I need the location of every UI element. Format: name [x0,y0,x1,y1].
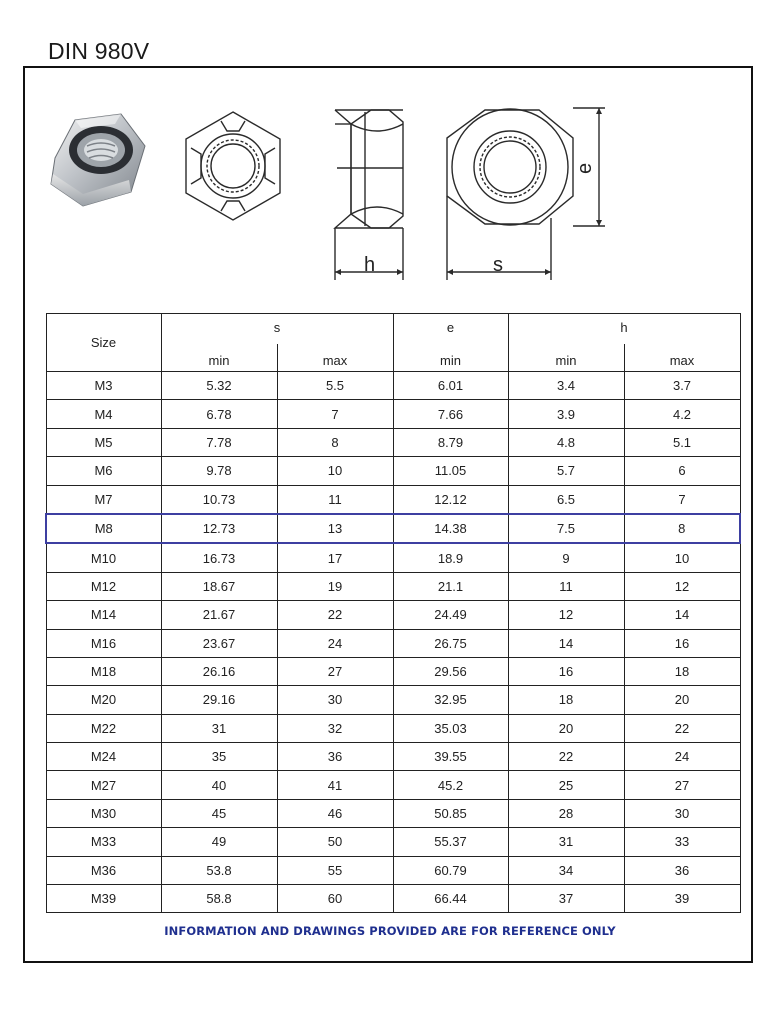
cell-s-min: 6.78 [161,400,277,428]
table-row [46,714,740,742]
cell-e-min: 12.12 [393,485,508,514]
cell-h-min: 22 [508,743,624,771]
cell-size: M33 [46,828,161,856]
table-row [46,428,740,456]
cell-size: M39 [46,885,161,913]
subheader-h-min: min [508,344,624,372]
table-row [46,771,740,799]
cell-e-min: 6.01 [393,372,508,400]
cell-size: M14 [46,601,161,629]
cell-s-max: 32 [277,714,393,742]
cell-h-max: 36 [624,856,740,884]
cell-s-min: 16.73 [161,543,277,572]
cell-s-min: 21.67 [161,601,277,629]
cell-s-min: 10.73 [161,485,277,514]
cell-s-min: 12.73 [161,514,277,543]
cell-size: M27 [46,771,161,799]
cell-s-min: 23.67 [161,629,277,657]
table-row [46,629,740,657]
cell-h-max: 8 [624,514,740,543]
column-header-size: Size [46,314,161,372]
cell-e-min: 14.38 [393,514,508,543]
table-row [46,828,740,856]
cell-s-min: 53.8 [161,856,277,884]
nut-front-view-drawing [447,108,605,280]
cell-size: M18 [46,657,161,685]
cell-h-min: 3.9 [508,400,624,428]
cell-h-max: 30 [624,799,740,827]
cell-s-min: 31 [161,714,277,742]
cell-h-max: 24 [624,743,740,771]
cell-h-max: 7 [624,485,740,514]
cell-h-min: 5.7 [508,457,624,485]
cell-size: M4 [46,400,161,428]
table-row [46,372,740,400]
cell-s-min: 35 [161,743,277,771]
table-row [46,601,740,629]
table-row [46,485,740,514]
cell-h-max: 12 [624,572,740,600]
cell-h-max: 27 [624,771,740,799]
subheader-h-max: max [624,344,740,372]
cell-h-min: 34 [508,856,624,884]
table-row [46,657,740,685]
cell-h-min: 3.4 [508,372,624,400]
cell-s-min: 7.78 [161,428,277,456]
table-row [46,799,740,827]
cell-h-max: 22 [624,714,740,742]
cell-h-max: 4.2 [624,400,740,428]
cell-size: M22 [46,714,161,742]
cell-h-min: 20 [508,714,624,742]
column-group-s: s [161,314,393,345]
cell-h-max: 10 [624,543,740,572]
cell-s-max: 46 [277,799,393,827]
cell-s-max: 11 [277,485,393,514]
table-row [46,856,740,884]
cell-e-min: 24.49 [393,601,508,629]
cell-e-min: 50.85 [393,799,508,827]
cell-h-min: 12 [508,601,624,629]
subheader-s-max: max [277,344,393,372]
cell-size: M36 [46,856,161,884]
subheader-e-min: min [393,344,508,372]
cell-s-max: 5.5 [277,372,393,400]
cell-e-min: 18.9 [393,543,508,572]
cell-size: M6 [46,457,161,485]
cell-e-min: 26.75 [393,629,508,657]
cell-e-min: 21.1 [393,572,508,600]
cell-h-min: 7.5 [508,514,624,543]
cell-e-min: 32.95 [393,686,508,714]
cell-s-max: 30 [277,686,393,714]
table-row [46,572,740,600]
cell-h-max: 20 [624,686,740,714]
cell-e-min: 45.2 [393,771,508,799]
cell-e-min: 8.79 [393,428,508,456]
column-group-h: h [508,314,740,345]
table-row [46,457,740,485]
table-row [46,743,740,771]
cell-s-max: 50 [277,828,393,856]
cell-e-min: 7.66 [393,400,508,428]
cell-s-max: 41 [277,771,393,799]
cell-s-min: 58.8 [161,885,277,913]
cell-s-max: 55 [277,856,393,884]
cell-e-min: 39.55 [393,743,508,771]
dimension-label-h: h [364,254,376,276]
cell-size: M3 [46,372,161,400]
cell-s-max: 27 [277,657,393,685]
cell-s-max: 60 [277,885,393,913]
cell-h-min: 11 [508,572,624,600]
disclaimer-text: INFORMATION AND DRAWINGS PROVIDED ARE FOR REFERENCE ONLY [164,924,616,938]
cell-h-min: 6.5 [508,485,624,514]
cell-h-max: 39 [624,885,740,913]
cell-size: M8 [46,514,161,543]
cell-size: M12 [46,572,161,600]
table-row [46,885,740,913]
subheader-s-min: min [161,344,277,372]
cell-s-min: 40 [161,771,277,799]
cell-s-min: 29.16 [161,686,277,714]
cell-size: M30 [46,799,161,827]
cell-h-min: 31 [508,828,624,856]
cell-s-min: 9.78 [161,457,277,485]
nut-top-view-drawing [186,112,280,220]
cell-h-max: 18 [624,657,740,685]
cell-s-max: 17 [277,543,393,572]
cell-s-min: 49 [161,828,277,856]
cell-h-min: 37 [508,885,624,913]
cell-s-max: 19 [277,572,393,600]
cell-h-max: 6 [624,457,740,485]
cell-h-min: 9 [508,543,624,572]
cell-s-min: 5.32 [161,372,277,400]
cell-e-min: 55.37 [393,828,508,856]
cell-size: M5 [46,428,161,456]
cell-size: M24 [46,743,161,771]
cell-h-max: 16 [624,629,740,657]
table-row [46,400,740,428]
cell-h-min: 18 [508,686,624,714]
cell-e-min: 66.44 [393,885,508,913]
cell-e-min: 29.56 [393,657,508,685]
cell-s-min: 18.67 [161,572,277,600]
cell-s-max: 7 [277,400,393,428]
table-row [46,543,740,572]
cell-h-min: 4.8 [508,428,624,456]
cell-s-max: 8 [277,428,393,456]
cell-size: M7 [46,485,161,514]
cell-size: M20 [46,686,161,714]
cell-h-max: 14 [624,601,740,629]
cell-s-max: 22 [277,601,393,629]
dimension-table [45,313,741,913]
cell-h-min: 28 [508,799,624,827]
cell-e-min: 11.05 [393,457,508,485]
cell-s-max: 10 [277,457,393,485]
cell-s-max: 24 [277,629,393,657]
cell-s-max: 36 [277,743,393,771]
cell-h-max: 33 [624,828,740,856]
spec-sheet-frame [23,66,753,963]
cell-s-min: 26.16 [161,657,277,685]
cell-h-max: 3.7 [624,372,740,400]
cell-e-min: 35.03 [393,714,508,742]
table-row [46,514,740,543]
dimension-label-s: s [493,254,503,276]
column-group-e: e [393,314,508,345]
page-title: DIN 980V [48,38,150,64]
cell-e-min: 60.79 [393,856,508,884]
cell-size: M16 [46,629,161,657]
cell-h-min: 25 [508,771,624,799]
cell-h-max: 5.1 [624,428,740,456]
cell-h-min: 14 [508,629,624,657]
cell-h-min: 16 [508,657,624,685]
cell-s-min: 45 [161,799,277,827]
cell-size: M10 [46,543,161,572]
dimension-label-e: e [574,162,596,174]
table-row [46,686,740,714]
cell-s-max: 13 [277,514,393,543]
technical-drawings [25,68,755,308]
